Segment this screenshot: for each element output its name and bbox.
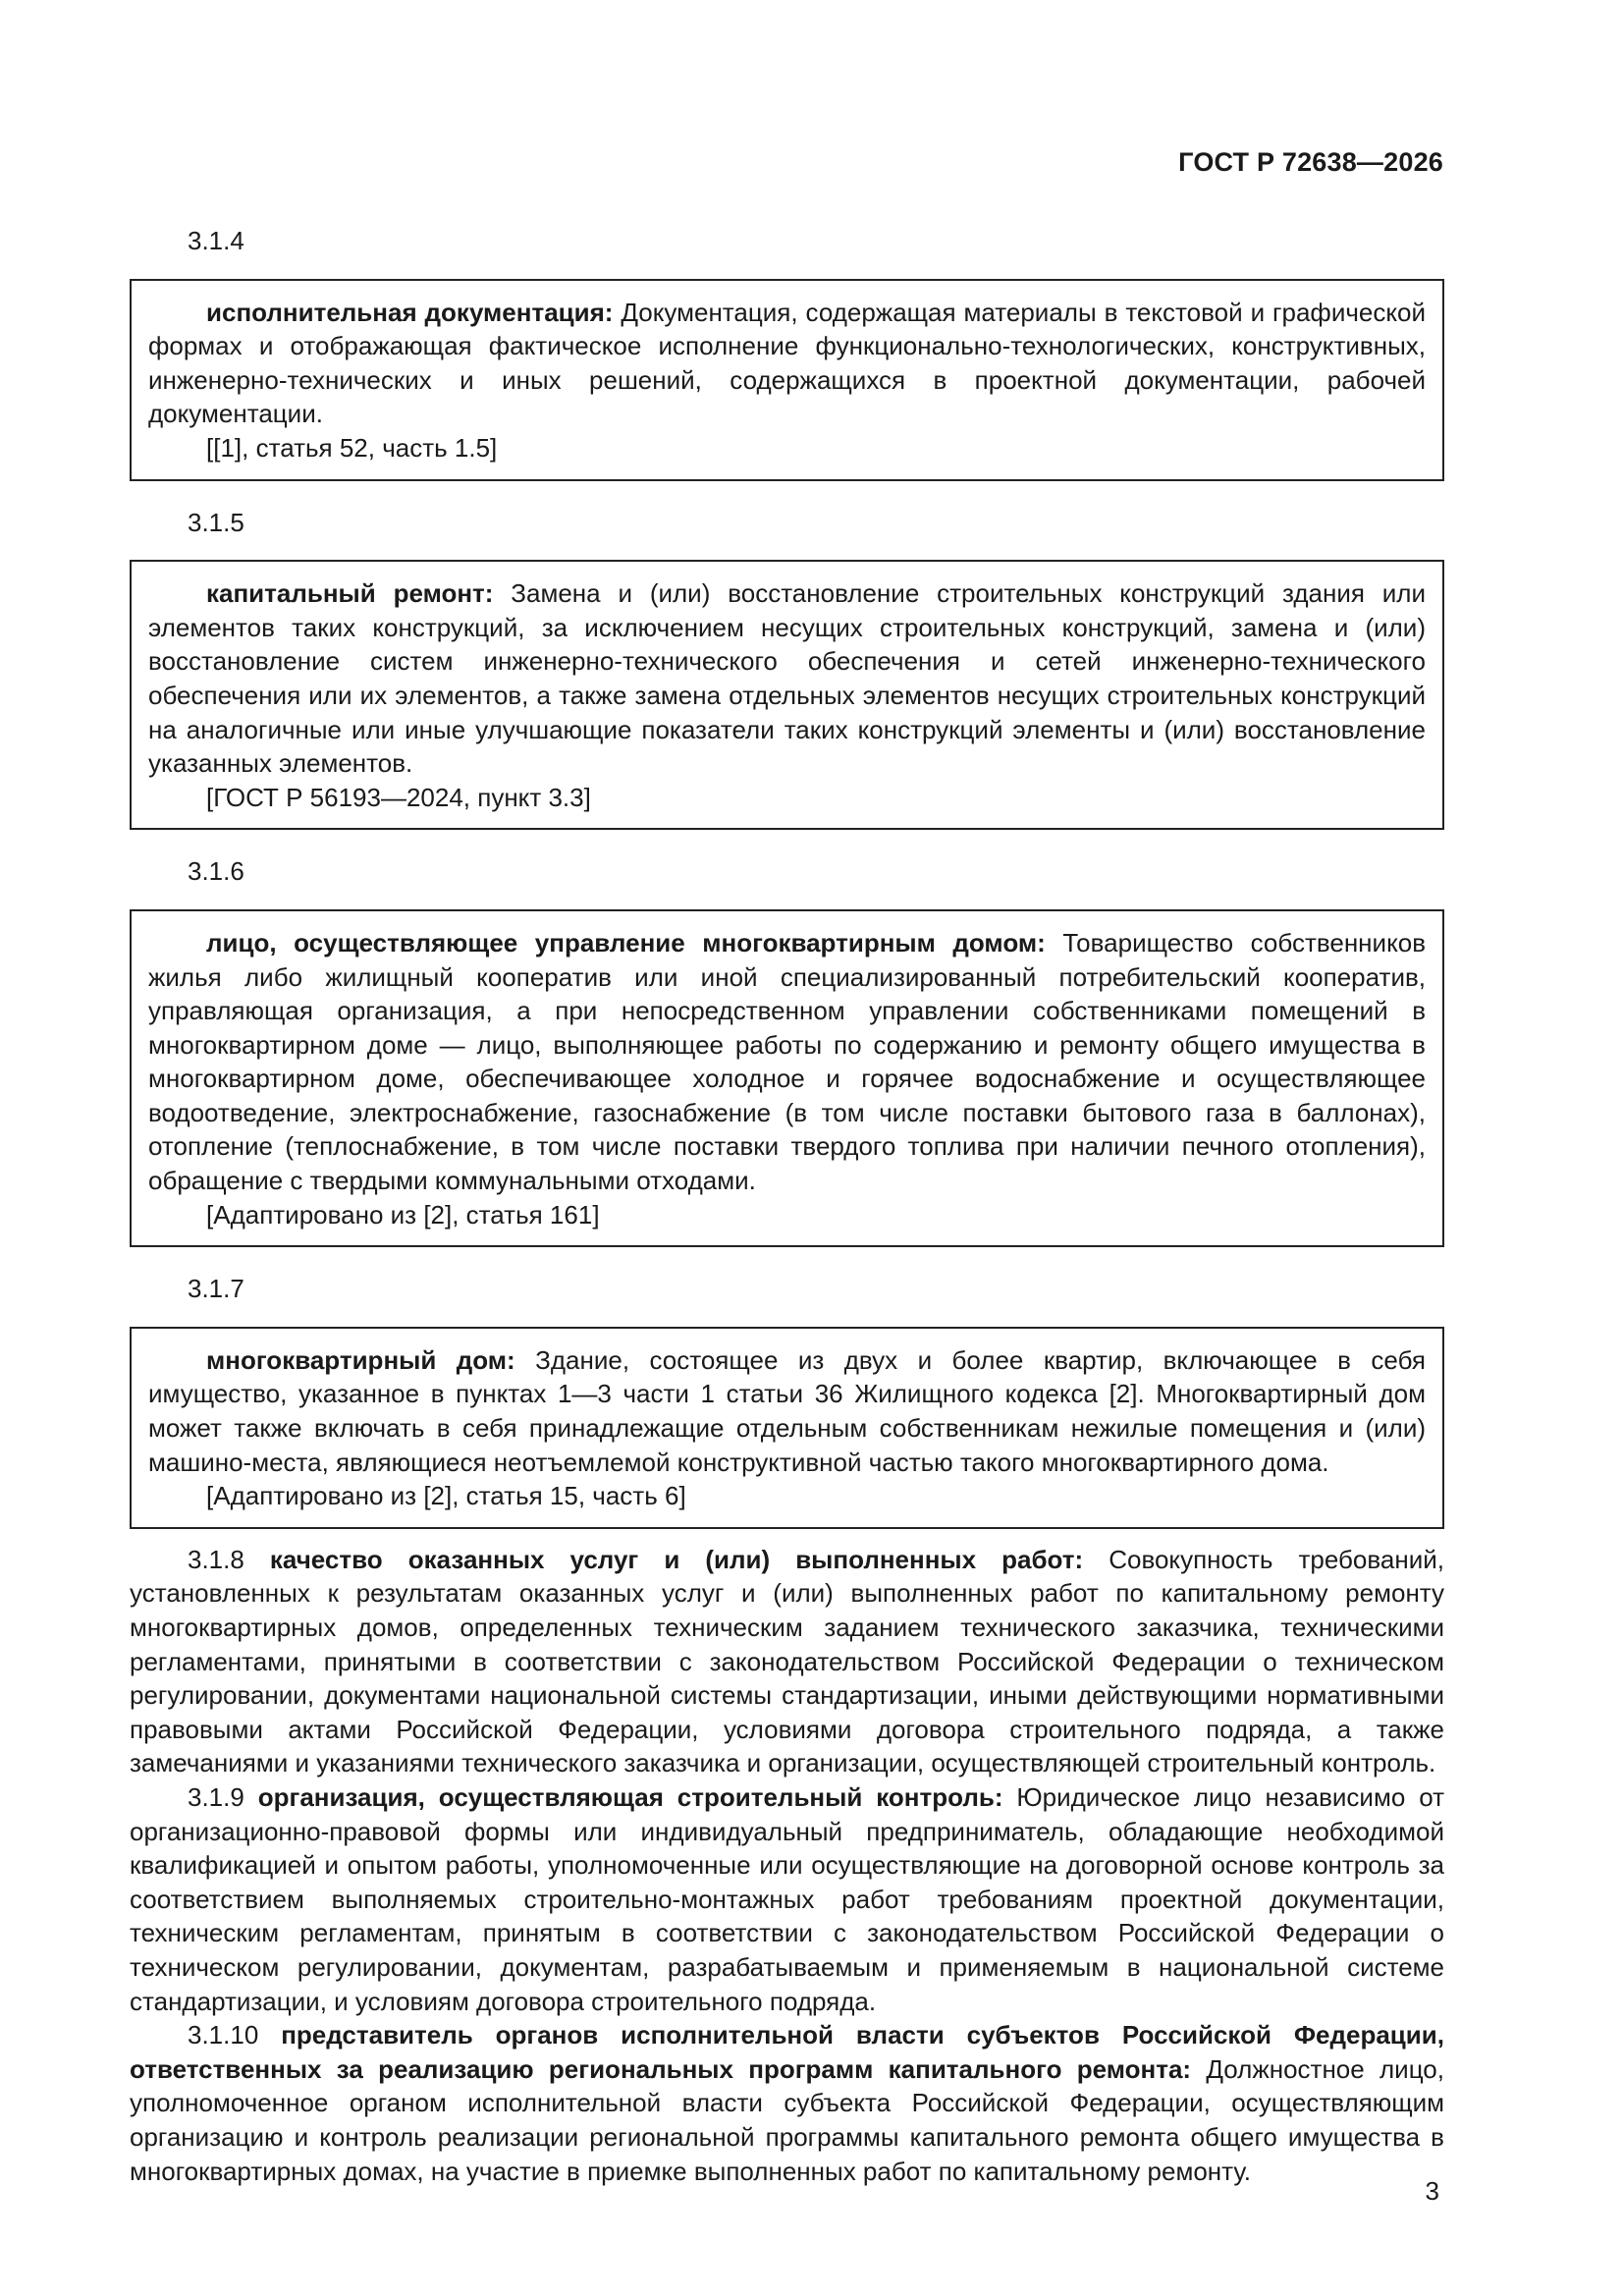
- term-definition: [148, 296, 1426, 431]
- term-definition-box: [130, 909, 1444, 1247]
- term-definition: [148, 926, 1426, 1198]
- term-number: 3.1.8: [188, 1544, 244, 1574]
- term-definition-box: [130, 560, 1444, 830]
- term-definition-text: Здание, состоящее из двух и более квартир, включающее в себя имущество, указанное в пунктах 1—3 части 1 статьи 36 Жилищного кодекса [2]. Многоквартирный дом может также включать в себя принадлежащие отдельным собственникам нежилые помещения и (или) машино-места, являющиеся неотъемлемой конструктивной частью такого многоквартирного дома.: [148, 1344, 1426, 1477]
- term-title: лицо, осуществляющее управление многоквартирным домом:: [206, 927, 1046, 957]
- term-number: 3.1.4: [188, 226, 244, 255]
- term-source: [ГОСТ Р 56193—2024, пункт 3.3]: [206, 782, 591, 812]
- term-title: исполнительная документация:: [206, 297, 614, 327]
- term-definition-text: Совокупность требований, установленных к результатам оказанных услуг и (или) выполненных работ по капитальному ремонту многоквартирных домов, определенных техническим заданием технического заказчика, техническими регламентами, принятыми в соответствии с законодательством Российской Федерации о техническом регулировании, документами национальной системы стандартизации, иными действующими нормативными правовыми актами Российской Федерации, условиями договора строительного подряда, а также замечаниями и указаниями технического заказчика и организации, осуществляющей строительный контроль.: [130, 1544, 1444, 1778]
- term-definition-text: Юридическое лицо независимо от организационно-правовой формы или индивидуальный предприниматель, обладающие необходимой квалификацией и опытом работы, уполномоченные или осуществляющие на договорной основе контроль за соответствием выполняемых строительно-монтажных работ требованиям проектной документации, техническим регламентам, принятым в соответствии с законодательством Российской Федерации о техническом регулировании, документам, разрабатываемым и применяемым в национальной системе стандартизации, и условиям договора строительного подряда.: [130, 1781, 1444, 2016]
- term-definition-text: Документация, содержащая материалы в текстовой и графической формах и отображающая фактическое исполнение функционально-технологических, конструктивных, инженерно-технических и иных решений, содержащихся в проектной документации, рабочей документации.: [148, 297, 1426, 429]
- term-number: 3.1.5: [188, 507, 244, 537]
- terms-content: [130, 224, 1444, 2188]
- term-title: организация, осуществляющая строительный контроль:: [257, 1781, 1003, 1812]
- term-title: представитель органов исполнительной власти субъектов Российской Федерации, ответственных за реализацию региональных программ капитального ремонта:: [130, 2020, 1444, 2084]
- term-definition-text: Замена и (или) восстановление строительных конструкций здания или элементов таких конструкций, за исключением несущих строительных конструкций, замена и (или) восстановление систем инженерно-технического обеспечения и сетей инженерно-технического обеспечения или их элементов, а также замена отдельных элементов несущих строительных конструкций на аналогичные или иные улучшающие показатели таких конструкций элементы и (или) восстановление указанных элементов.: [148, 578, 1427, 779]
- term-definition: [148, 1343, 1426, 1479]
- term-number: 3.1.10: [188, 2020, 259, 2050]
- term-number: 3.1.9: [188, 1781, 244, 1812]
- term-definition: [148, 576, 1426, 781]
- term-number: 3.1.7: [188, 1274, 244, 1304]
- term-title: качество оказанных услуг и (или) выполненных работ:: [269, 1544, 1084, 1574]
- term-definition-text: Товарищество собственников жилья либо жилищный кооператив или иной специализированный потребительский кооператив, управляющая организация, а при непосредственном управлении собственниками помещений в многоквартирном доме — лицо, выполняющее работы по содержанию и ремонту общего имущества в многоквартирном доме, обеспечивающее холодное и горячее водоснабжение и осуществляющее водоотведение, электроснабжение, газоснабжение (в том числе поставки бытового газа в баллонах), отопление (теплоснабжение, в том числе поставки твердого топлива при наличии печного отопления), обращение с твердыми коммунальными отходами.: [148, 927, 1427, 1196]
- term-definition-box: [130, 1327, 1444, 1529]
- term-source: [Адаптировано из [2], статья 15, часть 6]: [206, 1481, 686, 1511]
- term-source: [Адаптировано из [2], статья 161]: [206, 1199, 600, 1230]
- term-title: многоквартирный дом:: [206, 1344, 515, 1375]
- term-definition-text: Должностное лицо, уполномоченное органом исполнительной власти субъекта Российской Федерации, осуществляющим организацию и контроль реализации региональной программы капитального ремонта общего имущества в многоквартирных домах, на участие в приемке выполненных работ по капитальному ремонту.: [130, 2053, 1444, 2186]
- term-source: [[1], статья 52, часть 1.5]: [206, 432, 498, 463]
- term-definition-box: [130, 279, 1444, 481]
- term-title: капитальный ремонт:: [206, 578, 494, 609]
- page-number: 3: [1425, 2176, 1439, 2206]
- document-id-header: ГОСТ Р 72638—2026: [1178, 147, 1443, 177]
- term-paragraph: [130, 1543, 1444, 1780]
- term-paragraph: [130, 1780, 1444, 2018]
- term-paragraph: [130, 2018, 1444, 2188]
- term-number: 3.1.6: [188, 856, 244, 887]
